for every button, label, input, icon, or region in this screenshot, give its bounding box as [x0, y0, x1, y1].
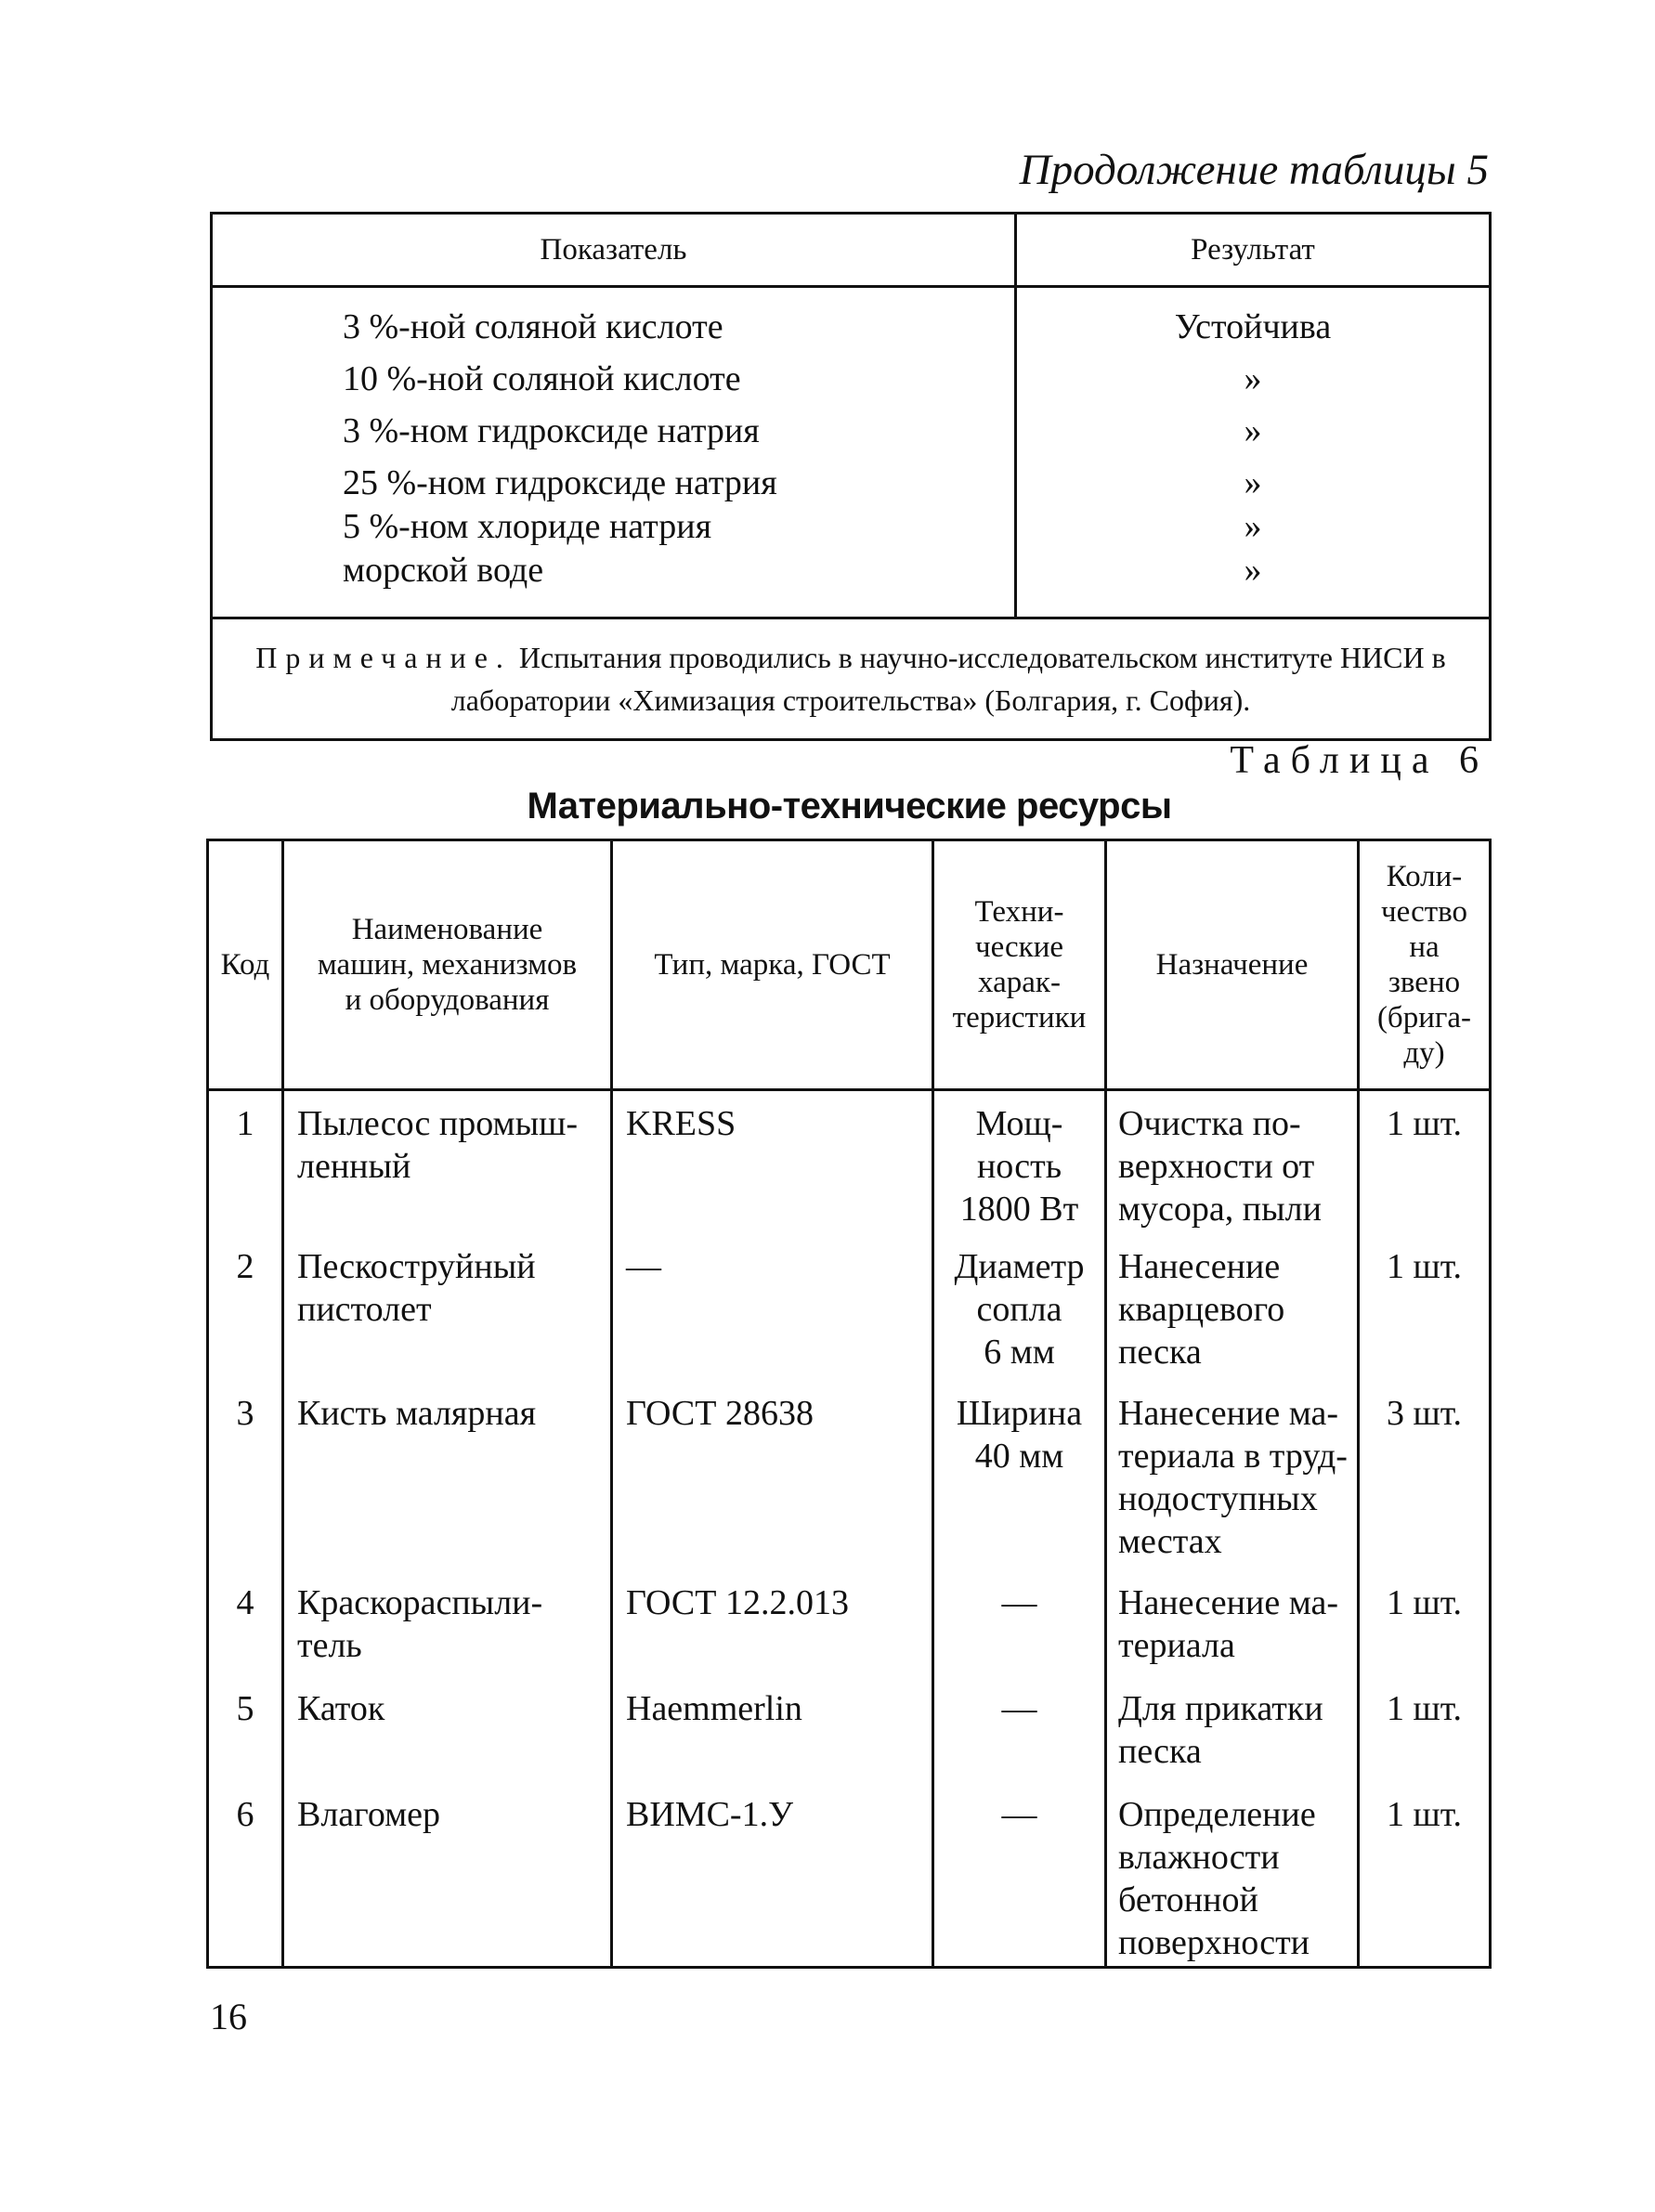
table5-indicator-column	[212, 287, 1016, 618]
page-number: 16	[210, 1996, 247, 2037]
table6-cell-name: Пылесос промыш- ленный	[283, 1090, 612, 1235]
table5-result: »	[1244, 551, 1262, 590]
table6-cell-purpose: Для прикатки песка	[1106, 1676, 1359, 1782]
table5-result: Устойчива	[1174, 307, 1332, 346]
table5-result: »	[1244, 507, 1262, 546]
table-row	[208, 1782, 1491, 1968]
table6-cell-code: 5	[208, 1676, 283, 1782]
table-row	[208, 1570, 1491, 1676]
table6-cell-type: Haemmerlin	[612, 1676, 933, 1782]
table6-cell-qty: 1 шт.	[1359, 1234, 1491, 1381]
table6	[206, 839, 1492, 1969]
table6-cell-purpose: Очистка по- верхности от мусора, пыли	[1106, 1090, 1359, 1235]
table6-cell-qty: 1 шт.	[1359, 1676, 1491, 1782]
table6-cell-tech: Ширина 40 мм	[933, 1381, 1106, 1570]
table6-header-tech: Техни- ческие харак- теристики	[933, 840, 1106, 1090]
table6-cell-code: 2	[208, 1234, 283, 1381]
table6-cell-qty: 3 шт.	[1359, 1381, 1491, 1570]
table5-indicator: морской воде	[343, 551, 544, 590]
table6-cell-code: 3	[208, 1381, 283, 1570]
table5-note	[212, 618, 1491, 740]
table6-cell-code: 4	[208, 1570, 283, 1676]
table5-header-indicator: Показатель	[212, 214, 1016, 287]
table5-indicator: 25 %-ном гидроксиде натрия	[343, 463, 777, 502]
table-row	[208, 1234, 1491, 1381]
table5-indicator: 5 %-ном хлориде натрия	[343, 507, 712, 546]
table6-cell-tech: —	[933, 1570, 1106, 1676]
table5-note-label: Примечание.	[255, 641, 512, 674]
table5-result: »	[1244, 411, 1262, 450]
table6-title: Материально-технические ресурсы	[527, 786, 1172, 826]
table6-cell-type: ГОСТ 28638	[612, 1381, 933, 1570]
table5-indicator: 3 %-ном гидроксиде натрия	[343, 411, 760, 450]
table6-header-code: Код	[208, 840, 283, 1090]
table5-result-column	[1016, 287, 1491, 618]
table5-result: »	[1244, 359, 1262, 398]
table6-cell-type: ВИМС-1.У	[612, 1782, 933, 1968]
table6-cell-purpose: Нанесение ма- териала в труд- нодоступных местах	[1106, 1381, 1359, 1570]
table6-cell-code: 1	[208, 1090, 283, 1235]
table5-indicator: 10 %-ной соляной кислоте	[343, 359, 741, 398]
table6-cell-tech: —	[933, 1782, 1106, 1968]
table5-header-result: Результат	[1016, 214, 1491, 287]
table6-header-name: Наименование машин, механизмов и оборудования	[283, 840, 612, 1090]
table5	[210, 212, 1492, 741]
table6-cell-qty: 1 шт.	[1359, 1090, 1491, 1235]
table6-cell-name: Пескоструйный пистолет	[283, 1234, 612, 1381]
table6-cell-purpose: Определение влажности бетонной поверхности	[1106, 1782, 1359, 1968]
table6-cell-type: ГОСТ 12.2.013	[612, 1570, 933, 1676]
table6-cell-name: Влагомер	[283, 1782, 612, 1968]
table6-cell-type: —	[612, 1234, 933, 1381]
table6-cell-name: Краскораспыли- тель	[283, 1570, 612, 1676]
table6-cell-purpose: Нанесение кварцевого песка	[1106, 1234, 1359, 1381]
table6-header-purpose: Назначение	[1106, 840, 1359, 1090]
table6-cell-qty: 1 шт.	[1359, 1782, 1491, 1968]
table5-indicator: 3 %-ной соляной кислоте	[343, 307, 723, 346]
table5-note-text: Испытания проводились в научно-исследовательском институте НИСИ в лаборатории «Химизация строительства» (Болгария, г. София).	[450, 641, 1446, 717]
table-row	[208, 1676, 1491, 1782]
table6-cell-tech: Мощ- ность 1800 Вт	[933, 1090, 1106, 1235]
table6-cell-type: KRESS	[612, 1090, 933, 1235]
table5-continuation-caption: Продолжение таблицы 5	[1019, 146, 1489, 194]
table6-cell-name: Кисть малярная	[283, 1381, 612, 1570]
table6-cell-qty: 1 шт.	[1359, 1570, 1491, 1676]
table6-header-qty: Коли- чество на звено (брига- ду)	[1359, 840, 1491, 1090]
table5-result: »	[1244, 463, 1262, 502]
table6-cell-name: Каток	[283, 1676, 612, 1782]
table6-number: Таблица 6	[1230, 739, 1489, 782]
table6-cell-purpose: Нанесение ма- териала	[1106, 1570, 1359, 1676]
table6-cell-tech: —	[933, 1676, 1106, 1782]
table6-header-type: Тип, марка, ГОСТ	[612, 840, 933, 1090]
table-row	[208, 1381, 1491, 1570]
table-row	[208, 1090, 1491, 1235]
table6-cell-tech: Диаметр сопла 6 мм	[933, 1234, 1106, 1381]
table6-cell-code: 6	[208, 1782, 283, 1968]
